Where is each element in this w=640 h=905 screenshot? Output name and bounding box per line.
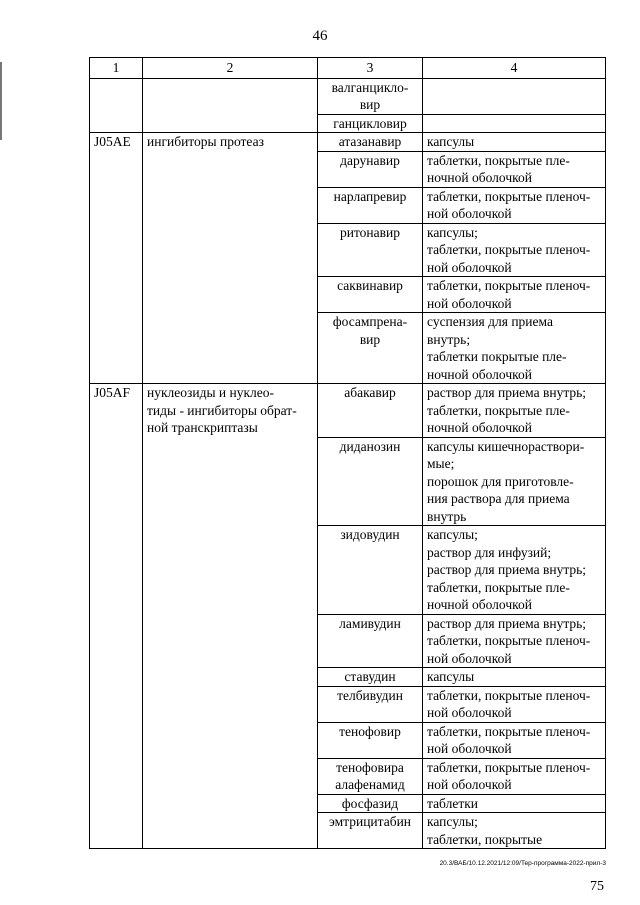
- text-line: капсулы: [427, 669, 475, 684]
- table-row: [90, 384, 606, 438]
- text-line: раствор для приема внутрь;: [427, 562, 587, 577]
- text-line: таблетки, покрытые пленоч-: [427, 723, 591, 739]
- text-line: таблетки, покрытые пленоч-: [427, 687, 591, 703]
- text-line: диданозин: [339, 438, 401, 454]
- drug-cell: [318, 526, 423, 615]
- text-line: таблетки, покрытые пленоч-: [427, 759, 591, 775]
- text-line: алафенамид: [335, 777, 405, 792]
- header-col-1: 1: [90, 58, 143, 79]
- drug-cell: [318, 114, 423, 133]
- text-line: раствор для приема внутрь;: [427, 385, 587, 400]
- group-name: [143, 384, 318, 849]
- text-line: ной оболочкой: [427, 777, 512, 792]
- form-cell: [423, 686, 606, 722]
- text-line: ингибиторы протеаз: [147, 134, 264, 149]
- group-name: [143, 133, 318, 384]
- table-row: [90, 133, 606, 152]
- form-cell: [423, 813, 606, 849]
- drug-cell: [318, 78, 423, 114]
- header-col-3: 3: [318, 58, 423, 79]
- form-cell: [423, 277, 606, 313]
- margin-mark: [0, 62, 2, 140]
- atc-code: J05AF: [90, 384, 143, 849]
- header-col-2: 2: [143, 58, 318, 79]
- code-cell: [90, 78, 143, 133]
- text-line: вир: [359, 97, 381, 112]
- form-cell: [423, 133, 606, 152]
- group-cell: [143, 78, 318, 133]
- text-line: ной оболочкой: [427, 741, 512, 756]
- drug-cell: [318, 614, 423, 668]
- text-line: ния раствора для приема: [427, 491, 570, 506]
- form-cell: [423, 437, 606, 526]
- text-line: ночной оболочкой: [427, 170, 532, 185]
- text-line: раствор для приема внутрь;: [427, 615, 587, 631]
- drug-cell: [318, 277, 423, 313]
- text-line: атазанавир: [338, 134, 402, 149]
- drug-cell: [318, 813, 423, 849]
- form-cell: [423, 384, 606, 438]
- drug-cell: [318, 223, 423, 277]
- text-line: суспензия для приема: [427, 314, 553, 329]
- text-line: капсулы;: [427, 224, 478, 240]
- text-line: тенофовира: [336, 759, 404, 775]
- text-line: ночной оболочкой: [427, 420, 532, 435]
- page-number-bottom: 75: [590, 879, 604, 894]
- drug-cell: [318, 722, 423, 758]
- drug-table: [89, 57, 606, 849]
- text-line: мые;: [427, 456, 455, 471]
- drug-cell: [318, 313, 423, 384]
- drug-cell: [318, 437, 423, 526]
- atc-code: J05AE: [90, 133, 143, 384]
- text-line: фосампрена-: [332, 314, 408, 329]
- text-line: таблетки, покрытые: [427, 831, 543, 847]
- drug-cell: [318, 668, 423, 687]
- text-line: тиды - ингибиторы обрат-: [147, 402, 297, 418]
- page-number-top: 46: [312, 28, 328, 44]
- text-line: раствор для инфузий;: [427, 544, 552, 560]
- text-line: зидовудин: [340, 527, 400, 542]
- form-cell: [423, 794, 606, 813]
- text-line: таблетки: [427, 795, 479, 811]
- text-line: [427, 115, 601, 133]
- text-line: ночной оболочкой: [427, 366, 532, 382]
- text-line: абакавир: [344, 385, 396, 400]
- text-line: нуклеозиды и нуклео-: [147, 385, 274, 400]
- text-line: порошок для приготовле-: [427, 473, 574, 489]
- drug-cell: [318, 187, 423, 223]
- drug-cell: [318, 794, 423, 813]
- text-line: капсулы;: [427, 527, 478, 542]
- form-cell: [423, 614, 606, 668]
- document-footer-code: 20.3/ВАБ/10.12.2021/12:09/Тер-программа-2022-прил-3: [439, 860, 606, 867]
- drug-cell: [318, 133, 423, 152]
- text-line: нарлапревир: [333, 188, 407, 204]
- text-line: ламивудин: [339, 615, 401, 631]
- header-col-4: 4: [423, 58, 606, 79]
- text-line: фосфазид: [341, 795, 399, 811]
- text-line: ной оболочкой: [427, 259, 512, 275]
- text-line: таблетки, покрытые пленоч-: [427, 633, 591, 648]
- text-line: телбивудин: [337, 687, 403, 703]
- text-line: ной оболочкой: [427, 650, 512, 666]
- form-cell: [423, 223, 606, 277]
- drug-cell: [318, 384, 423, 438]
- form-cell: [423, 187, 606, 223]
- form-cell: [423, 78, 606, 114]
- form-cell: [423, 151, 606, 187]
- text-line: внутрь: [427, 508, 467, 524]
- text-line: ной оболочкой: [427, 295, 512, 311]
- form-cell: [423, 114, 606, 133]
- text-line: ной оболочкой: [427, 705, 512, 720]
- form-cell: [423, 313, 606, 384]
- table-header-row: [90, 58, 606, 79]
- text-line: эмтрицитабин: [328, 814, 412, 829]
- text-line: внутрь;: [427, 331, 471, 347]
- drug-cell: [318, 686, 423, 722]
- form-cell: [423, 758, 606, 794]
- form-cell: [423, 722, 606, 758]
- text-line: таблетки, покрытые пленоч-: [427, 242, 591, 257]
- drug-cell: [318, 151, 423, 187]
- text-line: вир: [359, 331, 381, 347]
- text-line: капсулы: [427, 134, 475, 149]
- text-line: дарунавир: [340, 152, 400, 168]
- text-line: валганцикло-: [331, 79, 409, 95]
- table-row: [90, 78, 606, 114]
- text-line: капсулы;: [427, 814, 478, 829]
- text-line: ганцикловир: [333, 115, 407, 131]
- text-line: ной транскриптазы: [147, 420, 258, 435]
- text-line: ставудин: [344, 669, 396, 684]
- text-line: ритонавир: [339, 224, 400, 240]
- form-cell: [423, 526, 606, 615]
- text-line: таблетки, покрытые пленоч-: [427, 188, 591, 204]
- text-line: [427, 79, 601, 97]
- text-line: таблетки, покрытые пле-: [427, 152, 570, 168]
- text-line: тенофовир: [339, 723, 401, 739]
- text-line: таблетки, покрытые пле-: [427, 579, 570, 595]
- text-line: таблетки покрытые пле-: [427, 349, 567, 364]
- text-line: ночной оболочкой: [427, 597, 532, 612]
- drug-cell: [318, 758, 423, 794]
- text-line: ной оболочкой: [427, 206, 512, 221]
- text-line: капсулы кишечнораствори-: [427, 438, 585, 454]
- text-line: таблетки, покрытые пле-: [427, 402, 570, 418]
- text-line: таблетки, покрытые пленоч-: [427, 278, 591, 293]
- text-line: саквинавир: [337, 278, 403, 293]
- form-cell: [423, 668, 606, 687]
